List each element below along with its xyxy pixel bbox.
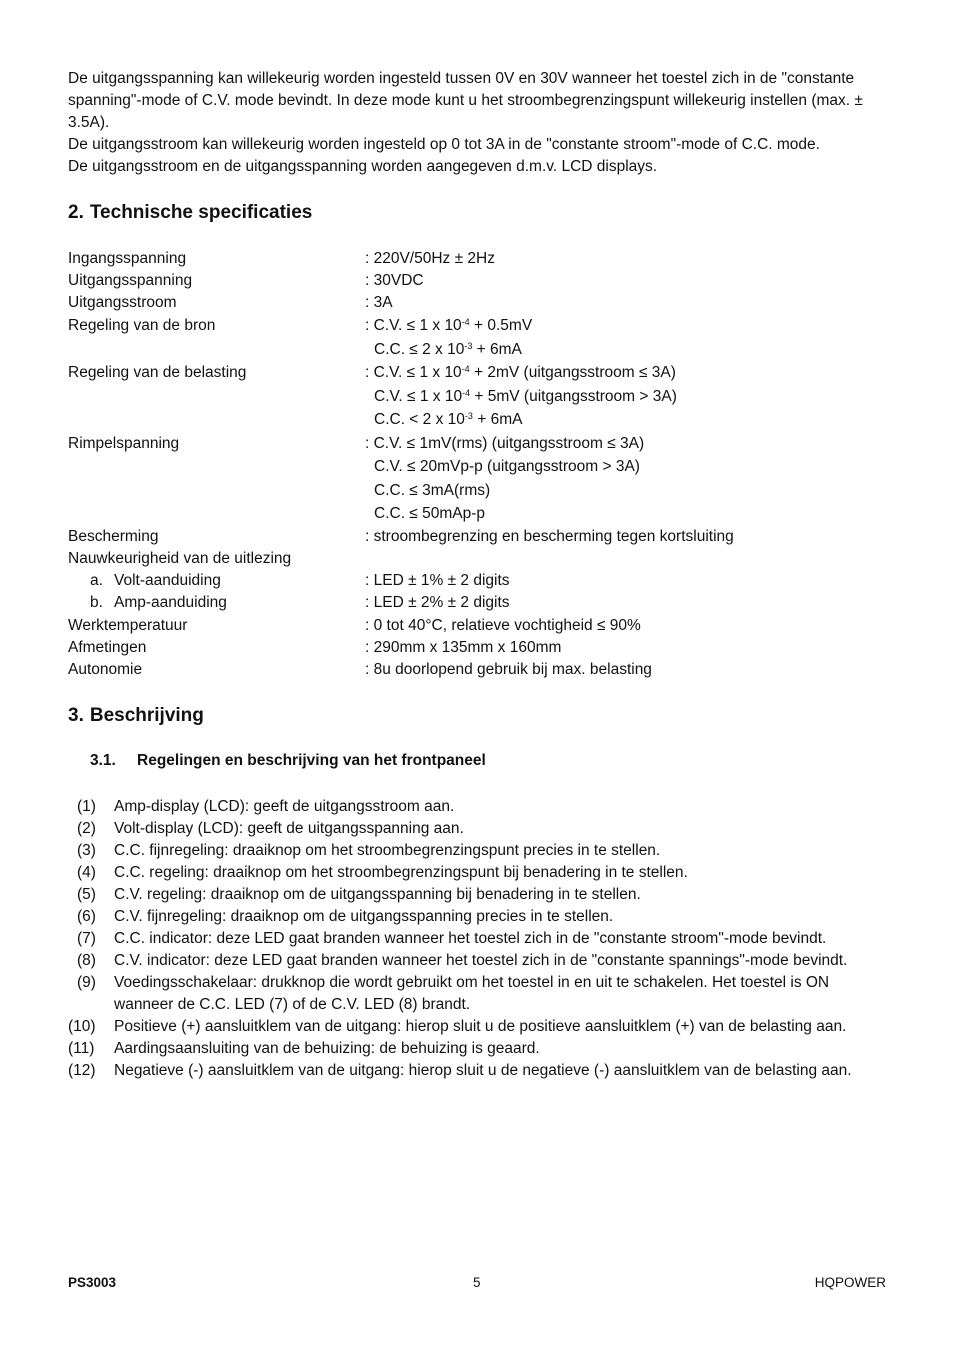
spec-row-volt-aanduiding [68, 570, 890, 592]
section-heading-beschrijving [68, 705, 204, 727]
spec-value: : C.V. ≤ 1 x $10^{-4} + 0.5mV$ [365, 317, 533, 334]
spec-value: C.C. ≤ 50mAp-p [374, 505, 486, 522]
spec-label: Autonomie [68, 661, 143, 678]
spec-value: : 0 tot 40°C, relatieve vochtigheid ≤ 90% [365, 616, 641, 634]
item-number: (4) [77, 864, 96, 881]
item-number: (2) [77, 820, 96, 837]
spec-value: : 220V/50Hz ± 2Hz [365, 250, 495, 267]
spec-value: : 3A [365, 294, 393, 311]
spec-label: Werktemperatuur [68, 616, 188, 634]
spec-row-werktemperatuur [68, 614, 890, 638]
list-item [68, 796, 890, 818]
section-number: 3. [68, 705, 84, 726]
spec-row-bescherming [68, 526, 890, 548]
list-item [68, 950, 890, 972]
frontpanel-list [68, 796, 890, 1082]
intro-paragraph: De uitgangsspanning kan willekeurig worden ingesteld tussen 0V en 30V wanneer het toestel zich in de "constante spanning"-mode of C.V. mode bevindt. In deze mode kunt u het stroombegrenzingspunt willekeurig instellen (max. ± 3.5A). [68, 70, 863, 131]
spec-label: Bescherming [68, 527, 159, 545]
list-item [68, 906, 890, 928]
spec-row-amp-aanduiding [68, 592, 890, 614]
footer-brand: HQPOWER [814, 1275, 886, 1290]
item-text: Amp-display (LCD): geeft de uitgangsstroom aan. [114, 798, 455, 815]
subsection-number: 3.1. [90, 752, 116, 769]
list-item [68, 840, 890, 862]
item-text: C.V. regeling: draaiknop om de uitgangsspanning bij benadering in te stellen. [114, 886, 641, 903]
spec-value: : LED ± 2% ± 2 digits [365, 593, 510, 611]
spec-value: C.C. ≤ 3mA(rms) [374, 481, 491, 499]
item-number: (11) [68, 1040, 95, 1057]
footer-model: PS3003 [68, 1275, 117, 1290]
list-item [68, 928, 890, 950]
item-text: Voedingsschakelaar: drukknop die wordt gebruikt om het toestel in en uit te schakelen. Het toestel is ON wanneer de C.C. LED (7) of de C.V. LED (8) brandt. [114, 974, 830, 1013]
spec-row-nauwkeurigheid [68, 548, 890, 570]
item-number: (10) [68, 1018, 96, 1035]
item-number: (3) [77, 842, 96, 859]
section-title: Technische specificaties [89, 202, 313, 223]
item-text: C.C. fijnregeling: draaiknop om het stroombegrenzingspunt precies in te stellen. [114, 842, 661, 859]
spec-label: Regeling van de belasting [68, 364, 247, 381]
item-number: (8) [77, 952, 96, 969]
section-title: Beschrijving [89, 705, 204, 726]
spec-label: Afmetingen [68, 639, 147, 656]
spec-row-uitgangsstroom [68, 292, 890, 314]
intro-paragraph: De uitgangsstroom kan willekeurig worden ingesteld op 0 tot 3A in de "constante stroom"-mode of C.C. mode. [68, 136, 820, 153]
spec-value: C.V. ≤ 1 x $10^{-4} + 5mV$ (uitgangsstroom > 3A) [374, 387, 677, 405]
spec-label: Regeling van de bron [68, 317, 216, 334]
item-text: Volt-display (LCD): geeft de uitgangsspanning aan. [114, 820, 464, 837]
spec-value: C.C. < 2 x $10^{-3} + 6mA$ [374, 411, 523, 428]
spec-row-uitgangsspanning [68, 270, 890, 292]
specifications-table [68, 248, 890, 681]
item-number: (12) [68, 1062, 96, 1079]
spec-label: Nauwkeurigheid van de uitlezing [68, 549, 292, 567]
list-item [68, 884, 890, 906]
spec-label: Rimpelspanning [68, 434, 180, 452]
intro-paragraph: De uitgangsstroom en de uitgangsspanning worden aangegeven d.m.v. LCD displays. [68, 158, 658, 175]
spec-value: : C.V. ≤ 1 x $10^{-4} + 2mV$ (uitgangsstroom ≤ 3A) [365, 364, 676, 381]
item-number: (7) [77, 930, 96, 947]
item-number: (9) [77, 974, 96, 991]
intro-text [68, 68, 890, 178]
spec-row-rimpelspanning [68, 432, 890, 526]
spec-value: : 30VDC [365, 272, 424, 289]
spec-value: : 8u doorlopend gebruik bij max. belasting [365, 661, 652, 678]
list-item [68, 972, 890, 1016]
item-text: C.V. fijnregeling: draaiknop om de uitgangsspanning precies in te stellen. [114, 908, 614, 925]
item-text: Positieve (+) aansluitklem van de uitgang: hierop sluit u de positieve aansluitklem (+) van de belasting aan. [114, 1018, 847, 1035]
spec-value: C.V. ≤ 20mVp-p (uitgangsstroom > 3A) [374, 458, 640, 475]
list-item [68, 818, 890, 840]
page-footer [68, 1275, 886, 1293]
spec-row-autonomie [68, 659, 890, 681]
section-heading-technische-specificaties [68, 202, 312, 224]
spec-label: Uitgangsstroom [68, 294, 177, 311]
spec-value: C.C. ≤ 2 x $10^{-3} + 6mA$ [374, 340, 522, 358]
spec-label: a. Volt-aanduiding [90, 571, 221, 589]
spec-row-regeling-bron [68, 314, 890, 361]
spec-label: Ingangsspanning [68, 250, 187, 267]
item-text: Negatieve (-) aansluitklem van de uitgang: hierop sluit u de negatieve (-) aansluitklem van de belasting aan. [114, 1062, 852, 1079]
subsection-heading-frontpaneel [90, 752, 486, 770]
list-item [68, 1038, 890, 1060]
item-number: (1) [77, 798, 96, 815]
spec-label: Uitgangsspanning [68, 272, 193, 289]
item-number: (6) [77, 908, 96, 925]
spec-value: : 290mm x 135mm x 160mm [365, 639, 562, 656]
item-text: Aardingsaansluiting van de behuizing: de behuizing is geaard. [114, 1040, 540, 1057]
spec-value: : C.V. ≤ 1mV(rms) (uitgangsstroom ≤ 3A) [365, 434, 645, 452]
subsection-title: Regelingen en beschrijving van het frontpaneel [137, 752, 486, 769]
footer-page-number: 5 [473, 1275, 481, 1290]
spec-value: : LED ± 1% ± 2 digits [365, 571, 510, 589]
item-text: C.C. indicator: deze LED gaat branden wanneer het toestel zich in de "constante stroom"-mode bevindt. [114, 930, 827, 947]
spec-value: : stroombegrenzing en bescherming tegen kortsluiting [365, 527, 734, 545]
list-item [68, 1060, 890, 1082]
spec-row-regeling-belasting [68, 361, 890, 432]
list-item [68, 1016, 890, 1038]
item-text: C.V. indicator: deze LED gaat branden wanneer het toestel zich in de "constante spannings"-mode bevindt. [114, 952, 848, 969]
section-number: 2. [68, 202, 84, 223]
item-text: C.C. regeling: draaiknop om het stroombegrenzingspunt bij benadering in te stellen. [114, 864, 688, 881]
spec-label: b. Amp-aanduiding [90, 593, 227, 611]
list-item [68, 862, 890, 884]
spec-row-ingangsspanning [68, 248, 890, 270]
spec-row-afmetingen [68, 637, 890, 659]
item-number: (5) [77, 886, 96, 903]
